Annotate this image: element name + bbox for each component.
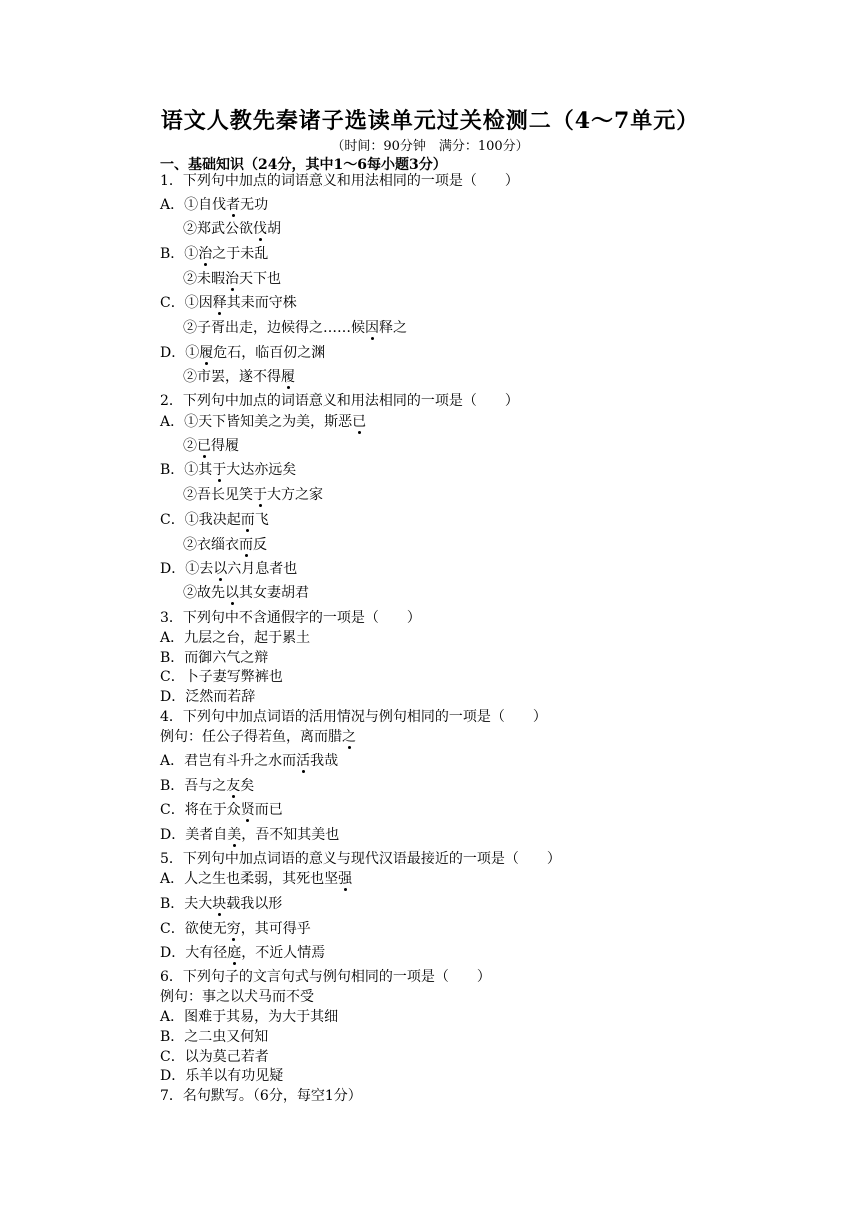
answer-option: ②已得履 (183, 438, 239, 454)
answer-option: A．①天下皆知美之为美，斯恶已 (160, 414, 367, 430)
answer-option: ②子胥出走，边候得之……候因释之 (183, 320, 407, 336)
document-subtitle: （时间：90分钟 满分：100分） (331, 139, 529, 154)
question-stem: 5．下列句中加点词语的意义与现代汉语最接近的一项是（ ） (160, 851, 561, 867)
emphasis-dot-char: 之 (342, 729, 356, 745)
question-stem: 7．名句默写。（6分，每空1分） (160, 1088, 362, 1104)
question-stem: 6．下列句子的文言句式与例句相同的一项是（ ） (160, 969, 491, 985)
answer-option: A．君岂有斗升之水而活我哉 (160, 753, 339, 769)
answer-option: ②衣缁衣而反 (183, 537, 267, 553)
answer-option: B．夫大块载我以形 (160, 896, 283, 912)
emphasis-dot-char: 治 (198, 246, 213, 262)
answer-option: B．吾与之友矣 (160, 778, 255, 794)
emphasis-dot-char: 美 (227, 827, 242, 843)
answer-option: ②吾长见笑于大方之家 (183, 487, 323, 503)
emphasis-dot-char: 因 (365, 320, 379, 336)
answer-option: D．①履危石，临百仞之渊 (160, 345, 326, 361)
emphasis-dot-char: 而 (240, 512, 255, 528)
question-stem: 3．下列句中不含通假字的一项是（ ） (160, 610, 421, 626)
answer-option: D．①去以六月息者也 (160, 561, 298, 577)
example-sentence: 例句：事之以犬马而不受 (160, 989, 314, 1005)
answer-option: A．图难于其易，为大于其细 (160, 1009, 339, 1025)
answer-option: ②市罢，遂不得履 (183, 369, 295, 385)
answer-option: B．①其于大达亦远矣 (160, 462, 297, 478)
emphasis-dot-char: 以 (225, 585, 239, 601)
answer-option: C．①我决起而飞 (160, 512, 269, 528)
answer-option: D．美者自美，吾不知其美也 (160, 827, 340, 843)
answer-option: ②未暇治天下也 (183, 271, 281, 287)
emphasis-dot-char: 已 (197, 438, 211, 454)
emphasis-dot-char: 而 (239, 537, 253, 553)
answer-option: D．大有径庭，不近人情焉 (160, 945, 326, 961)
emphasis-dot-char: 庭 (227, 945, 242, 961)
question-stem: 4．下列句中加点词语的活用情况与例句相同的一项是（ ） (160, 709, 547, 725)
answer-option: B．①治之于未乱 (160, 246, 269, 262)
answer-option: C．将在于众贤而已 (160, 802, 283, 818)
answer-option: C．卜子妻写弊裤也 (160, 669, 283, 685)
answer-option: D．泛然而若辞 (160, 689, 256, 705)
emphasis-dot-char: 履 (199, 345, 214, 361)
document-title: 语文人教先秦诸子选读单元过关检测二（4～7单元） (160, 108, 700, 134)
answer-option: C．欲使无穷，其可得乎 (160, 921, 311, 937)
emphasis-dot-char: 贤 (240, 802, 255, 818)
emphasis-dot-char: 伐 (253, 221, 267, 237)
answer-option: D．乐羊以有功见疑 (160, 1068, 284, 1084)
emphasis-dot-char: 块 (212, 896, 227, 912)
emphasis-dot-char: 者 (226, 197, 241, 213)
answer-option: ②故先以其女妻胡君 (183, 585, 309, 601)
answer-option: ②郑武公欲伐胡 (183, 221, 281, 237)
emphasis-dot-char: 友 (226, 778, 241, 794)
answer-option: C．以为莫己若者 (160, 1049, 269, 1065)
emphasis-dot-char: 于 (212, 462, 227, 478)
emphasis-dot-char: 活 (296, 753, 311, 769)
question-stem: 1．下列句中加点的词语意义和用法相同的一项是（ ） (160, 173, 519, 189)
answer-option: B．而御六气之辩 (160, 650, 269, 666)
example-sentence: 例句：任公子得若鱼，离而腊之 (160, 729, 356, 745)
emphasis-dot-char: 已 (352, 414, 367, 430)
answer-option: A．九层之台，起于累土 (160, 630, 311, 646)
answer-option: B．之二虫又何知 (160, 1029, 269, 1045)
section-heading: 一、基础知识（24分，其中1～6每小题3分） (160, 157, 447, 173)
answer-option: C．①因释其耒而守株 (160, 295, 297, 311)
emphasis-dot-char: 释 (212, 295, 227, 311)
emphasis-dot-char: 穷 (226, 921, 241, 937)
emphasis-dot-char: 治 (225, 271, 239, 287)
emphasis-dot-char: 履 (281, 369, 295, 385)
emphasis-dot-char: 于 (253, 487, 267, 503)
question-stem: 2．下列句中加点的词语意义和用法相同的一项是（ ） (160, 393, 519, 409)
emphasis-dot-char: 强 (338, 871, 353, 887)
answer-option: A．①自伐者无功 (160, 197, 269, 213)
answer-option: A．人之生也柔弱，其死也坚强 (160, 871, 353, 887)
emphasis-dot-char: 以 (213, 561, 228, 577)
